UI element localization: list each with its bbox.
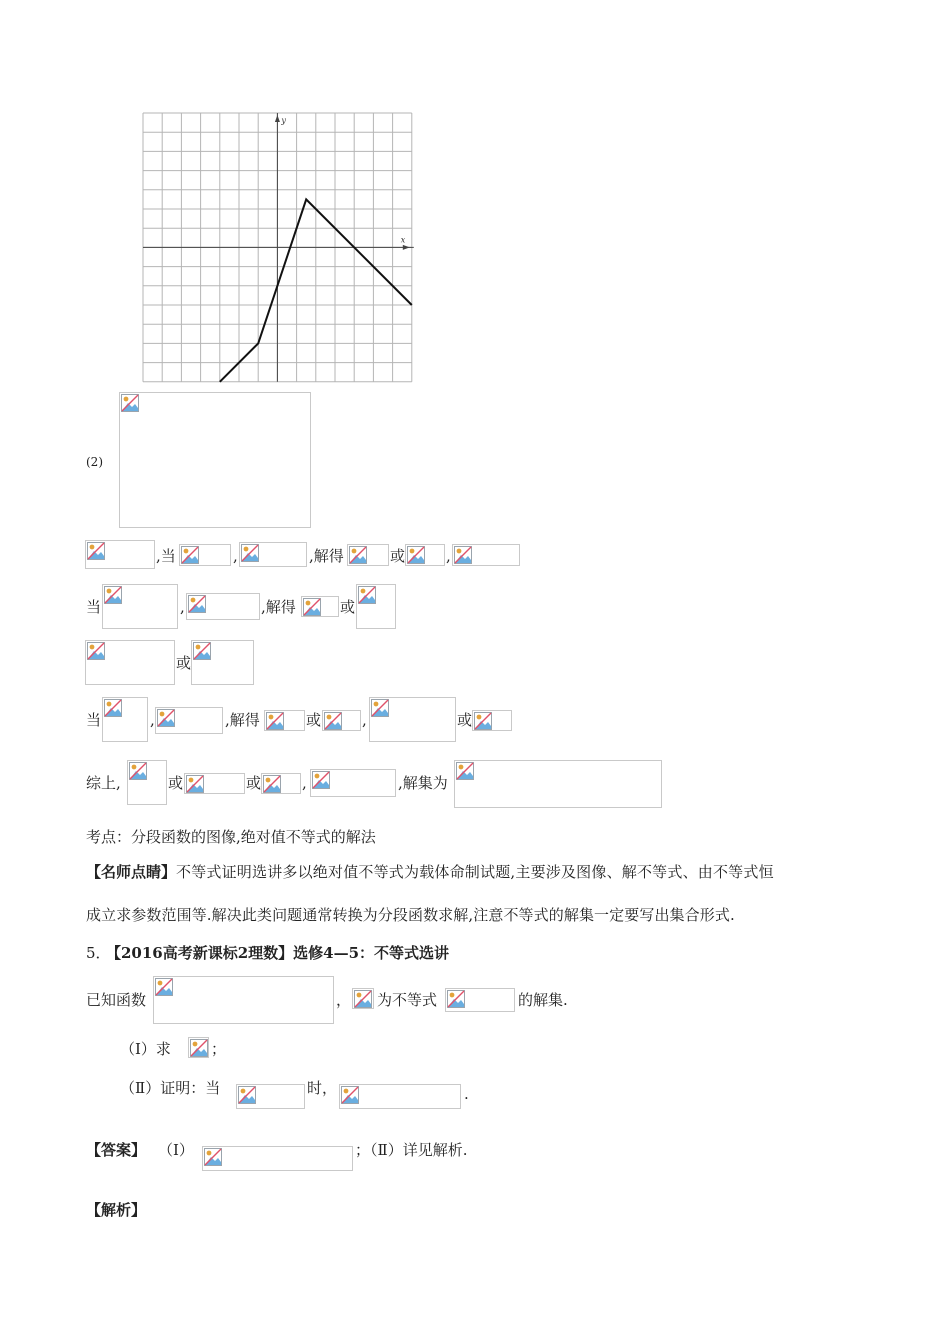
broken-image-icon [241,544,259,562]
text-dang: 当 [86,711,102,729]
answer-part1: （Ⅰ） [158,1141,194,1159]
text-jieji: 的解集. [518,991,568,1009]
broken-image-icon [104,586,122,604]
formula-image [202,1146,353,1171]
text-huo: 或 [246,774,262,792]
formula-image [322,710,361,731]
broken-image-icon [181,546,199,564]
formula-image [369,697,456,742]
text-zongshang: 综上, [86,774,121,792]
formula-image [179,544,231,566]
broken-image-icon [358,586,376,604]
analysis-tag: 【解析】 [86,1201,147,1219]
broken-image-icon [456,762,474,780]
y-axis-arrow [275,115,280,122]
broken-image-icon [266,712,284,730]
text-known-function: 已知函数 [86,991,147,1009]
broken-image-icon [87,542,105,560]
broken-image-icon [454,546,472,564]
broken-image-icon [157,709,175,727]
text-huo: 或 [340,598,356,616]
mingshi-line2: 成立求参数范围等.解决此类问题通常转换为分段函数求解,注意不等式的解集一定要写出集合形式. [86,906,735,924]
part-1-end: ； [211,1040,227,1058]
x-axis-label: x [400,235,406,245]
part-2-end: . [464,1085,469,1103]
formula-image [85,540,155,569]
formula-image [445,988,515,1012]
formula-image [301,596,339,617]
broken-image-icon [238,1086,256,1104]
formula-image [264,710,305,731]
text-huo: 或 [390,547,406,565]
text-comma: ， [336,991,352,1009]
mingshi-tag: 【名师点睛】 [86,863,177,881]
text-jiede: ,解得 [261,598,296,616]
y-axis-label: y [281,116,286,125]
broken-image-icon [371,699,389,717]
formula-image [119,392,311,528]
text-comma: , [180,598,185,616]
broken-image-icon [349,546,367,564]
text-dang: 当 [86,598,102,616]
broken-image-icon [324,712,342,730]
part-1-text: （Ⅰ）求 [120,1040,171,1058]
broken-image-icon [121,394,139,412]
broken-image-icon [447,990,465,1008]
broken-image-icon [474,712,492,730]
text-huo: 或 [306,711,322,729]
broken-image-icon [87,642,105,660]
formula-image [191,640,254,685]
text-comma: , [302,774,307,792]
formula-image [239,542,307,567]
broken-image-icon [354,990,372,1008]
broken-image-icon [188,595,206,613]
broken-image-icon [204,1148,222,1166]
text-wei: 为不等式 [377,991,438,1009]
text-dang: ,当 [156,547,176,565]
function-graph [142,112,414,384]
text-jiede: ,解得 [309,547,344,565]
broken-image-icon [190,1039,208,1057]
text-huo: 或 [457,711,473,729]
formula-image [102,584,178,629]
formula-image [356,584,396,629]
broken-image-icon [193,642,211,660]
broken-image-icon [186,775,204,793]
broken-image-icon [303,598,321,616]
formula-image [339,1084,461,1109]
formula-image [405,544,445,566]
text-huo: 或 [176,654,192,672]
x-axis-arrow [403,245,410,250]
formula-image [454,760,662,808]
formula-image [127,760,167,805]
formula-image [310,769,396,797]
formula-image [236,1084,305,1109]
broken-image-icon [341,1086,359,1104]
text-jieji: ,解集为 [398,774,448,792]
part-2-shi: 时， [307,1079,338,1097]
answer-tag: 【答案】 [86,1141,147,1159]
broken-image-icon [263,775,281,793]
question-title: 【2016高考新课标2理数】选修4—5：不等式选讲 [106,944,450,962]
formula-image [85,640,175,685]
formula-image [352,988,374,1009]
formula-image [452,544,520,566]
text-comma: , [362,711,367,729]
formula-image [153,976,334,1024]
formula-image [188,1037,209,1058]
formula-image [261,773,301,794]
formula-image [347,544,389,566]
broken-image-icon [155,978,173,996]
part-2-text: （Ⅱ）证明：当 [120,1079,221,1097]
text-comma: , [150,711,155,729]
formula-image [186,593,260,620]
broken-image-icon [129,762,147,780]
answer-part2: ；（Ⅱ）详见解析. [355,1141,468,1159]
formula-image [102,697,148,742]
text-huo: 或 [168,774,184,792]
formula-image [184,773,245,794]
broken-image-icon [312,771,330,789]
question-number: 5． [86,944,111,962]
part-2-label: (2) [86,455,103,469]
formula-image [472,710,512,731]
formula-image [155,707,223,734]
text-jiede: ,解得 [225,711,260,729]
broken-image-icon [407,546,425,564]
broken-image-icon [104,699,122,717]
text-comma: , [233,547,238,565]
mingshi-line1: 不等式证明选讲多以绝对值不等式为载体命制试题,主要涉及图像、解不等式、由不等式恒 [176,863,774,881]
kaodian-note: 考点：分段函数的图像,绝对值不等式的解法 [86,828,376,846]
text-comma: , [446,547,451,565]
